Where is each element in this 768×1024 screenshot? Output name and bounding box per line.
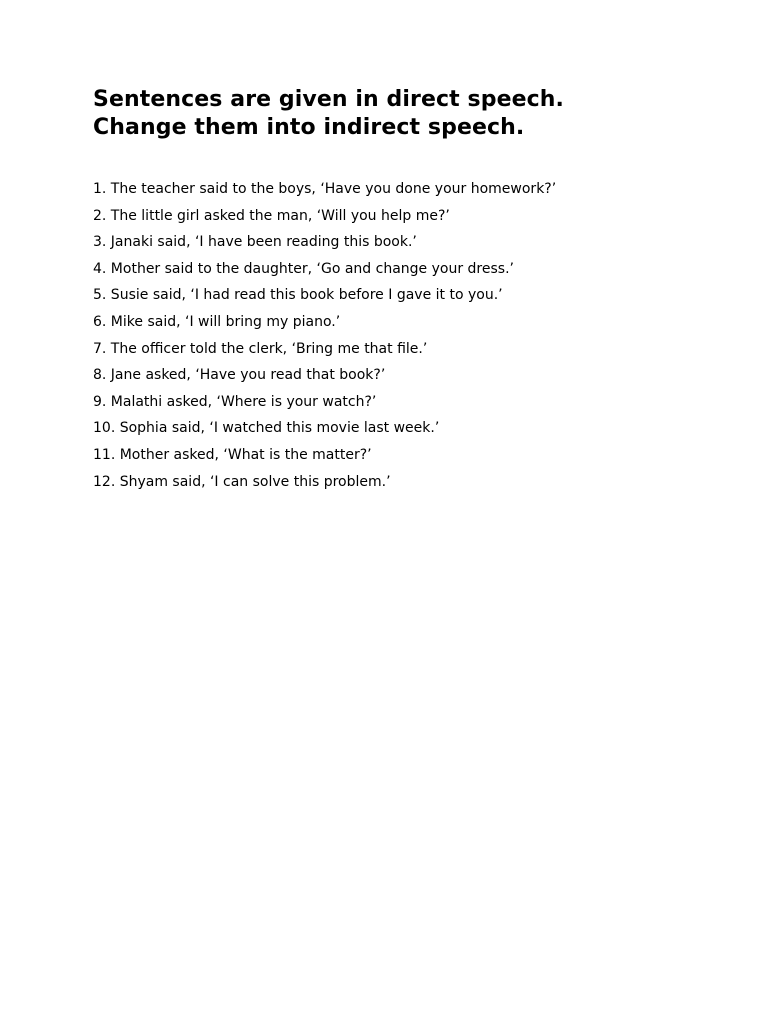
sentence-item: 8. Jane asked, ‘Have you read that book?’ [93,367,386,384]
sentence-item: 9. Malathi asked, ‘Where is your watch?’ [93,393,377,410]
sentence-list [93,176,713,495]
sentence-item: 6. Mike said, ‘I will bring my piano.’ [93,313,341,330]
sentence-item: 4. Mother said to the daughter, ‘Go and change your dress.’ [93,260,514,277]
sentence-item: 7. The officer told the clerk, ‘Bring me that file.’ [93,340,428,357]
sentence-item: 12. Shyam said, ‘I can solve this problem.’ [93,473,391,490]
sentence-item: 3. Janaki said, ‘I have been reading this book.’ [93,234,417,251]
title-line-2: Change them into indirect speech. [93,115,525,140]
title-line-1: Sentences are given in direct speech. [93,87,564,112]
page-title [93,86,713,142]
sentence-item: 10. Sophia said, ‘I watched this movie last week.’ [93,420,440,437]
sentence-item: 5. Susie said, ‘I had read this book before I gave it to you.’ [93,287,503,304]
sentence-item: 2. The little girl asked the man, ‘Will you help me?’ [93,207,450,224]
sentence-item: 1. The teacher said to the boys, ‘Have you done your homework?’ [93,181,557,197]
document-page [93,86,713,495]
sentence-item: 11. Mother asked, ‘What is the matter?’ [93,446,372,463]
